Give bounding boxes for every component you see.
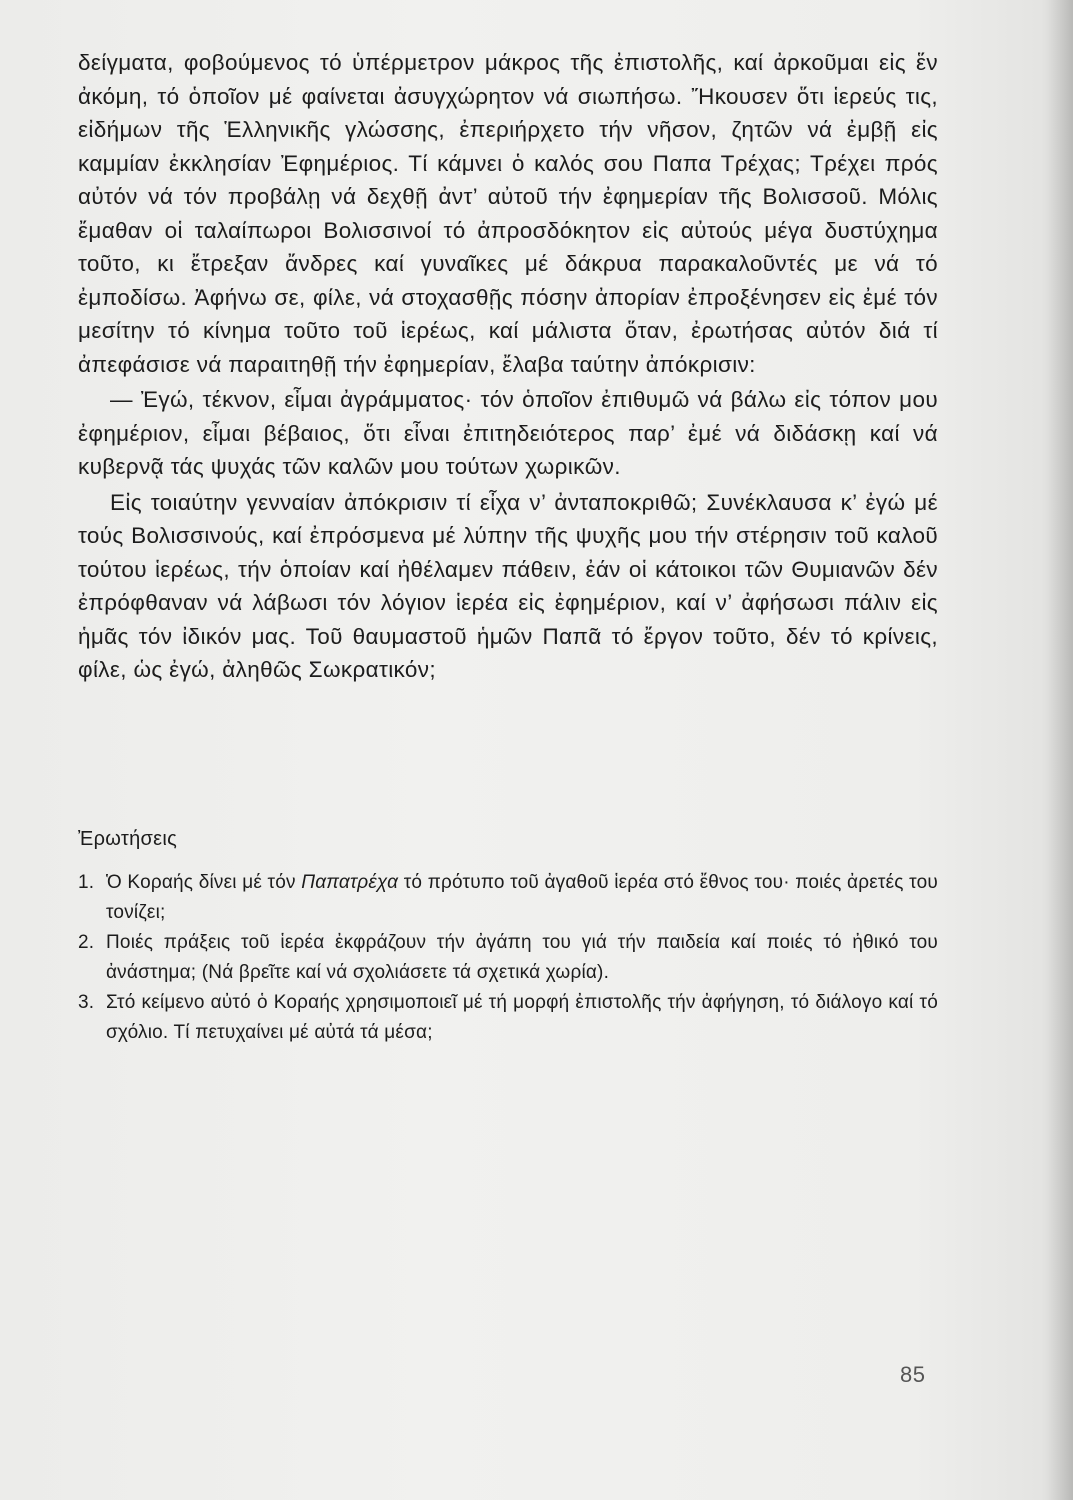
question-item: [78, 928, 938, 987]
page-number: 85: [900, 1362, 926, 1387]
question-number: 3.: [78, 992, 95, 1013]
question-number: 2.: [78, 932, 95, 953]
question-emphasis: Παπατρέχα: [301, 872, 399, 893]
question-item: [78, 868, 938, 927]
questions-list: [78, 868, 938, 1048]
question-text: Στό κείμενο αὐτό ὁ Κοραής χρησιμοποιεῖ μέ τή μορφή ἐπιστολῆς τήν ἀφήγηση, τό διάλογο καί τό σχόλιο. Τί πετυχαίνει μέ αὐτά τά μέσα;: [106, 992, 938, 1043]
main-text-body: [78, 46, 938, 687]
question-text: Ὁ Κοραής δίνει μέ τόν Παπατρέχα τό πρότυπο τοῦ ἀγαθοῦ ἱερέα στό ἔθνος του· ποιές ἀρετές του τονίζει;: [106, 872, 938, 923]
question-item: [78, 988, 938, 1047]
question-number: 1.: [78, 872, 95, 893]
paragraph-priest-reply: — Ἐγώ, τέκνον, εἶμαι ἀγράμματος· τόν ὁποῖον ἐπιθυμῶ νά βάλω εἰς τόπον μου ἐφημέριον, εἶμαι βέβαιος, ὅτι εἶναι ἐπιτηδειότερος παρ’ ἐμέ νά διδάσκῃ καί νά κυβερνᾷ τάς ψυχάς τῶν καλῶν μου τούτων χωρικῶν.: [78, 387, 938, 479]
question-text: Ποιές πράξεις τοῦ ἱερέα ἐκφράζουν τήν ἀγάπη του γιά τήν παιδεία καί ποιές τό ἠθικό του ἀνάστημα; (Νά βρεῖτε καί νά σχολιάσετε τά σχετικά χωρία).: [106, 932, 938, 983]
questions-heading: Ἐρωτήσεις: [78, 828, 178, 850]
paragraph-conclusion: Εἰς τοιαύτην γενναίαν ἀπόκρισιν τί εἶχα ν’ ἀνταποκριθῶ; Συνέκλαυσα κ’ ἐγώ μέ τούς Βολισσινούς, καί ἐπρόσμενα μέ λύπην τῆς ψυχῆς μου τήν στέρησιν τοῦ καλοῦ τούτου ἱερέως, τήν ὁποίαν καί ἠθέλαμεν πάθειν, ἐάν οἱ κάτοικοι τῶν Θυμιανῶν δέν ἐπρόφθαναν νά λάβωσι τόν λόγιον ἱερέα εἰς ἐφημέριον, καί ν’ ἀφήσωσι πάλιν εἰς ἡμᾶς τόν ἰδικόν μας. Τοῦ θαυμαστοῦ ἡμῶν Παπᾶ τό ἔργον τοῦτο, δέν τό κρίνεις, φίλε, ὡς ἐγώ, ἀληθῶς Σωκρατικόν;: [78, 489, 938, 682]
paragraph-letter-narrative: δείγματα, φοβούμενος τό ὑπέρμετρον μάκρος τῆς ἐπιστολῆς, καί ἀρκοῦμαι εἰς ἕν ἀκόμη, τό ὁποῖον μέ φαίνεται ἀσυγχώρητον νά σιωπήσω. Ἤκουσεν ὅτι ἱερεύς τις, εἰδήμων τῆς Ἑλληνικῆς γλώσσης, ἐπεριήρχετο τήν νῆσον, ζητῶν νά ἐμβῇ εἰς καμμίαν ἐκκλησίαν Ἐφημέριος. Τί κάμνει ὁ καλός σου Παπα Τρέχας; Τρέχει πρός αὐτόν νά τόν προβάλῃ νά δεχθῇ ἀντ’ αὐτοῦ τήν ἐφημερίαν τῆς Βολισσοῦ. Μόλις ἔμαθαν οἱ ταλαίπωροι Βολισσινοί τό ἀπροσδόκητον εἰς αὐτούς μέγα δυστύχημα τοῦτο, κι ἔτρεξαν ἄνδρες καί γυναῖκες μέ δάκρυα παρακαλοῦντές με νά τό ἐμποδίσω. Ἀφήνω σε, φίλε, νά στοχασθῇς πόσην ἀπορίαν ἐπροξένησεν εἰς ἐμέ τόν μεσίτην τό κίνημα τοῦτο τοῦ ἱερέως, καί μάλιστα ὅταν, ἐρωτήσας αὐτόν διά τί ἀπεφάσισε νά παραιτηθῇ τήν ἐφημερίαν, ἔλαβα ταύτην ἀπόκρισιν:: [78, 50, 938, 377]
book-spine-shadow: [1047, 0, 1073, 1500]
